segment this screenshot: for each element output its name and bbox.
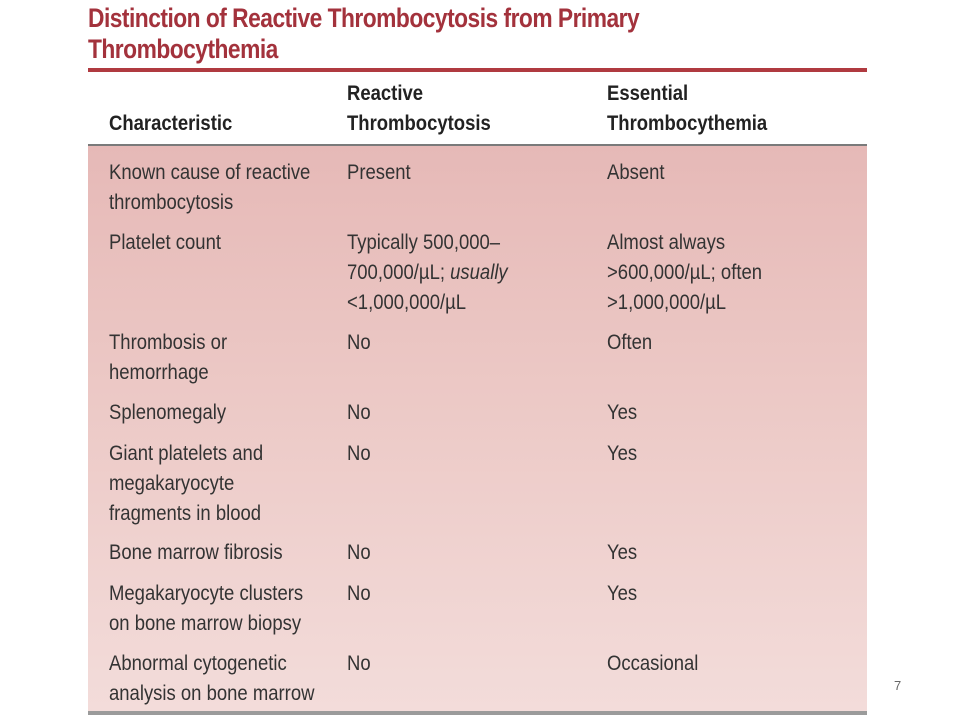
page-number: 7 xyxy=(894,678,902,693)
cell-essential: Absent xyxy=(607,161,665,184)
cell-essential: Often xyxy=(607,331,653,354)
slide-title-line-2: Thrombocythemia xyxy=(88,34,278,64)
cell-characteristic: Giant platelets and megakaryocyte fragments in blood xyxy=(109,442,264,525)
header-reactive-thrombocytosis: Reactive Thrombocytosis xyxy=(347,82,491,135)
cell-essential: Yes xyxy=(607,541,638,564)
slide-title xyxy=(88,3,742,65)
cell-characteristic: Platelet count xyxy=(109,231,221,254)
slide-title-line-1: Distinction of Reactive Thrombocytosis from Primary xyxy=(88,3,640,33)
cell-characteristic: Thrombosis or hemorrhage xyxy=(109,331,228,384)
cell-characteristic: Abnormal cytogenetic analysis on bone marrow xyxy=(109,652,315,705)
header-characteristic: Characteristic xyxy=(109,112,233,135)
cell-essential: Yes xyxy=(607,401,638,424)
cell-reactive: No xyxy=(347,331,371,354)
cell-essential: Occasional xyxy=(607,652,699,675)
cell-reactive: No xyxy=(347,442,371,465)
cell-essential: Almost always >600,000/µL; often >1,000,000/µL xyxy=(607,231,763,314)
cell-essential: Yes xyxy=(607,582,638,605)
cell-reactive: No xyxy=(347,582,371,605)
cell-reactive: Present xyxy=(347,161,411,184)
cell-characteristic: Megakaryocyte clusters on bone marrow biopsy xyxy=(109,582,304,635)
table-body xyxy=(88,146,867,711)
table-bottom-border xyxy=(88,711,867,715)
cell-reactive: No xyxy=(347,652,371,675)
cell-reactive: No xyxy=(347,401,371,424)
cell-characteristic: Bone marrow fibrosis xyxy=(109,541,283,564)
cell-characteristic: Known cause of reactive thrombocytosis xyxy=(109,161,311,214)
table-header xyxy=(88,72,867,145)
cell-reactive: Typically 500,000– 700,000/µL; usually <1,000,000/µL xyxy=(347,231,508,314)
header-essential-thrombocythemia: Essential Thrombocythemia xyxy=(607,82,768,135)
cell-characteristic: Splenomegaly xyxy=(109,401,227,424)
cell-reactive: No xyxy=(347,541,371,564)
cell-essential: Yes xyxy=(607,442,638,465)
